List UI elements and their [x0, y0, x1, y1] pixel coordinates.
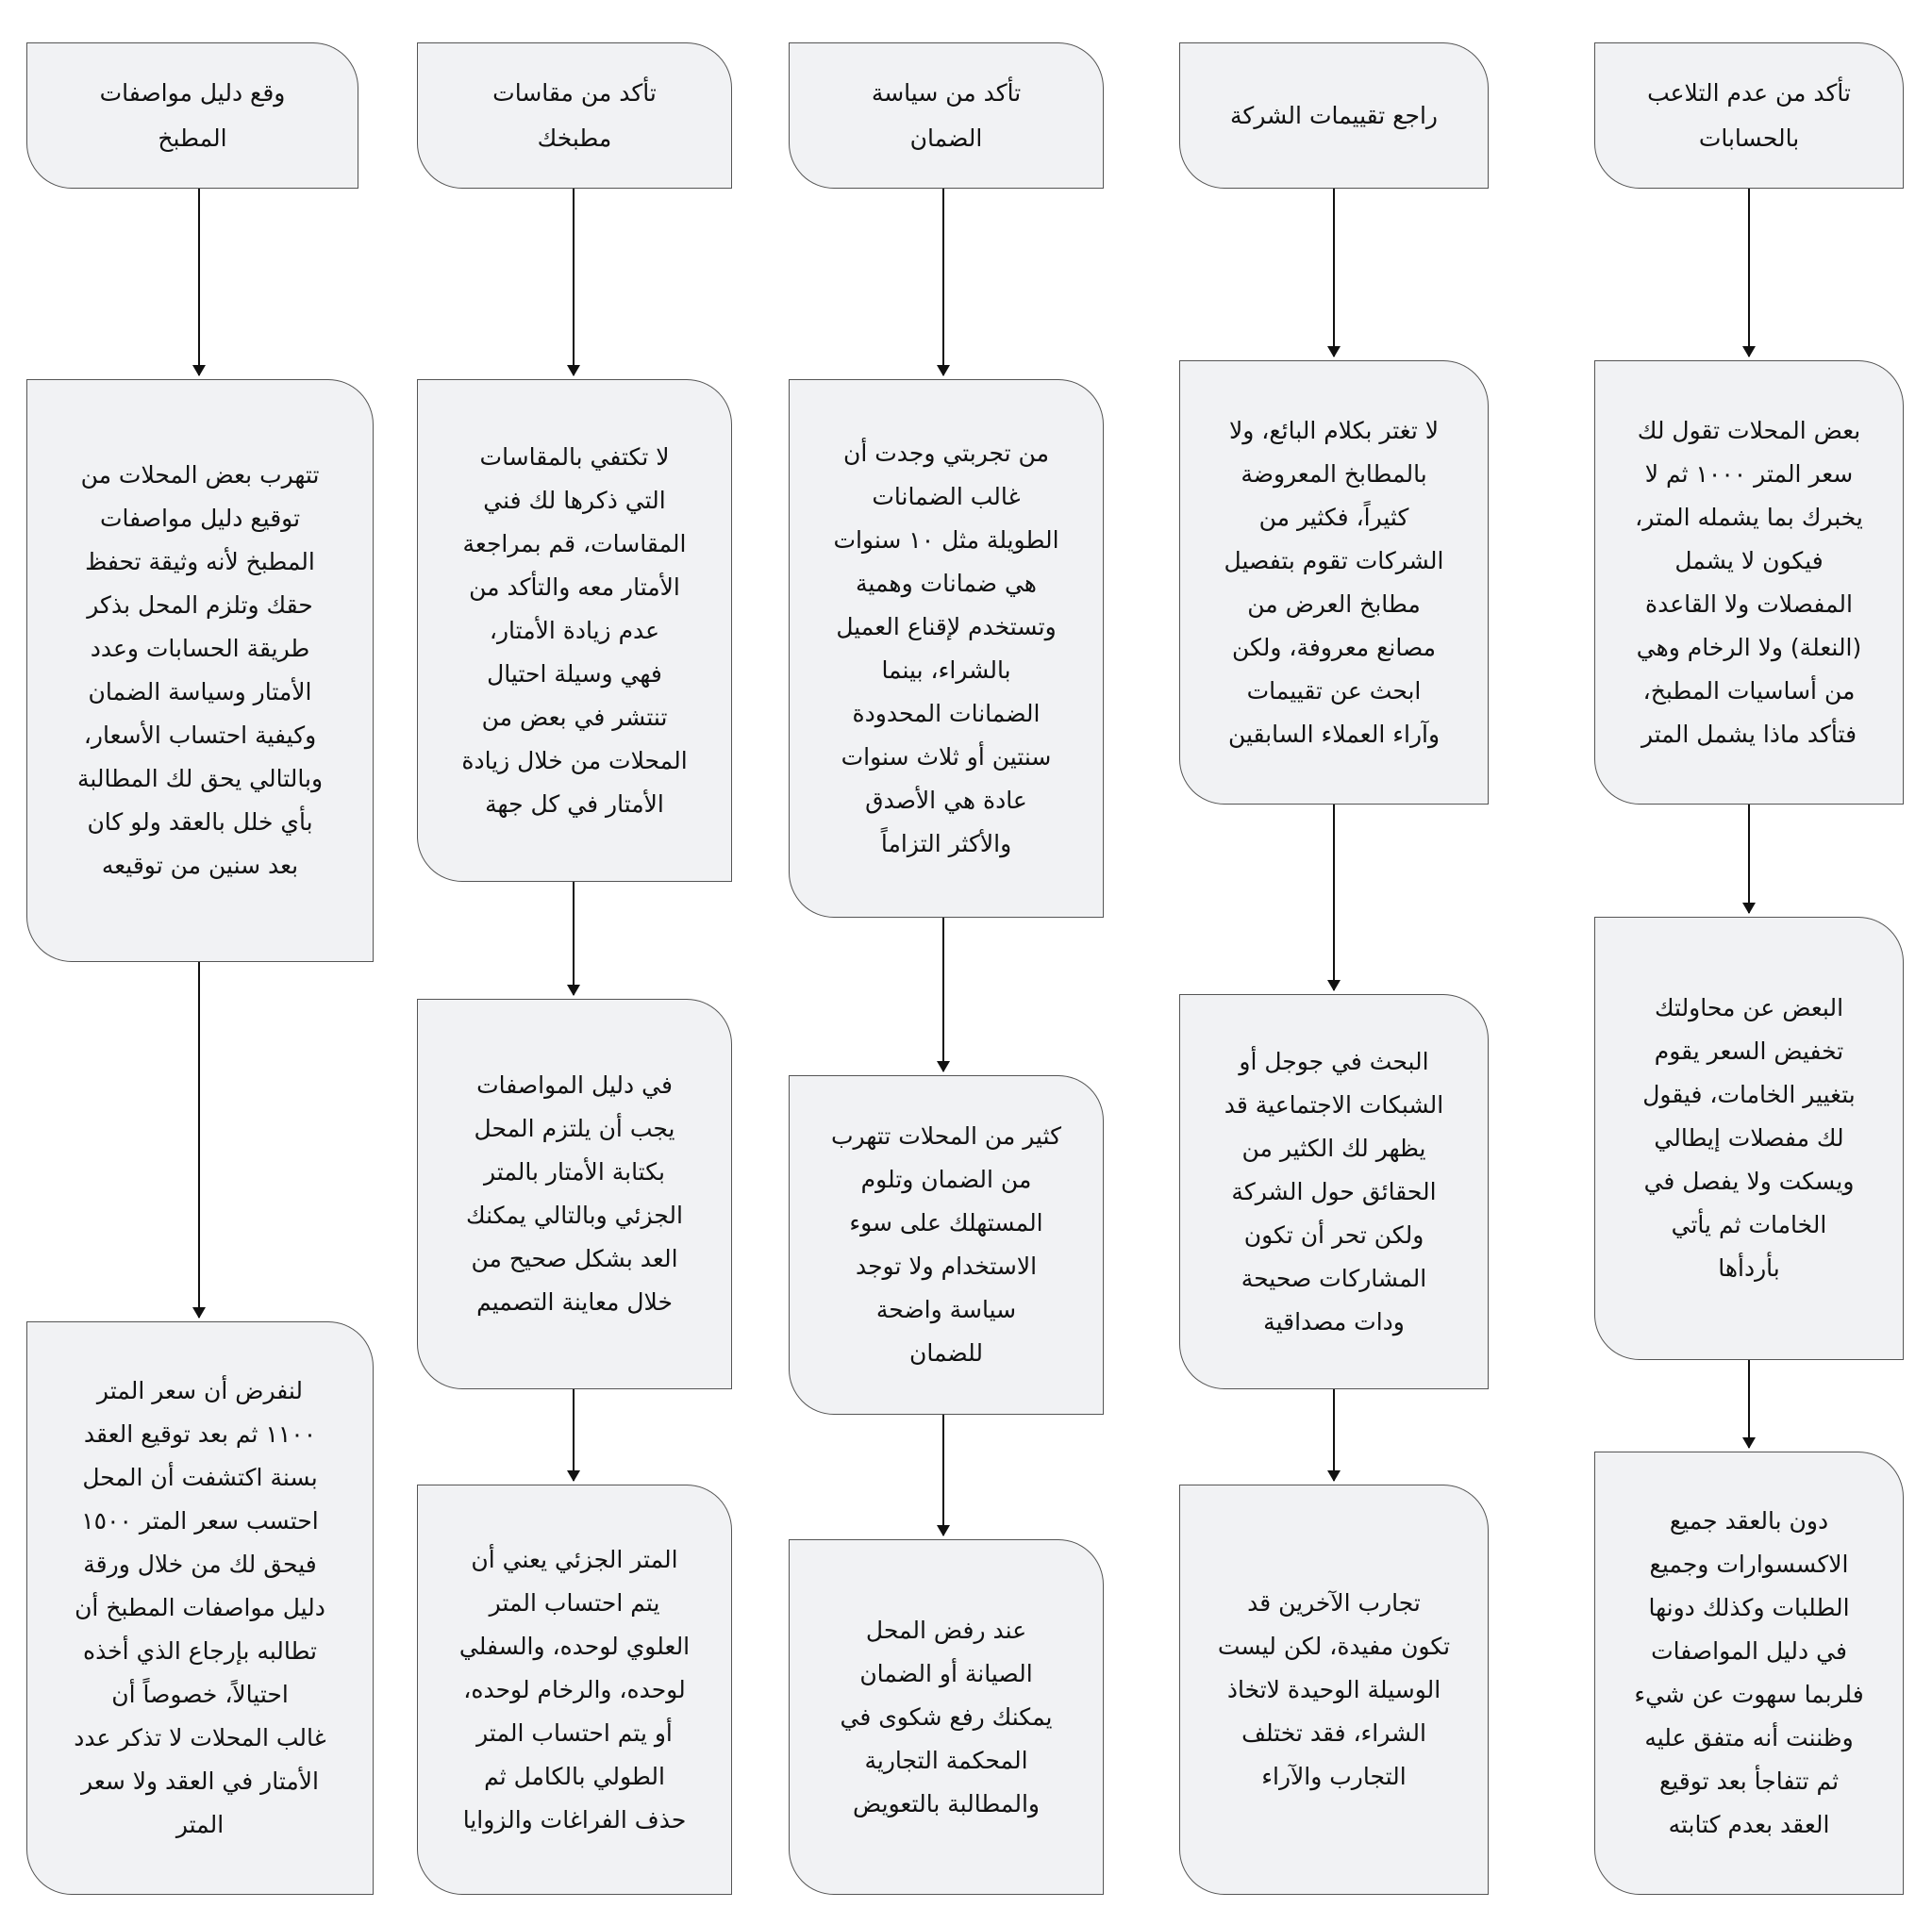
column4-step2-box	[417, 999, 732, 1389]
column2-step1-text: لا تغتر بكلام البائع، ولا بالمطابخ المعروضة كثيراً، فكثير من الشركات تقوم بتفصيل مطابخ العرض من مصانع معروفة، ولكن ابحث عن تقييمات وآراء العملاء السابقين	[1224, 416, 1444, 748]
column5-header-box	[26, 42, 358, 189]
column1-header-text: تأكد من عدم التلاعب بالحسابات	[1647, 78, 1851, 152]
column2-step2-text: البحث في جوجل أو الشبكات الاجتماعية قد يظهر لك الكثير من الحقائق حول الشركة ولكن تحر أن تكون المشاركات صحيحة ودات مصداقية	[1224, 1047, 1444, 1336]
column2-step2-box	[1179, 994, 1489, 1389]
column5-step1-box	[26, 379, 374, 962]
column2-header-box	[1179, 42, 1489, 189]
column5-header-text: وقع دليل مواصفات المطبخ	[99, 78, 286, 152]
column1-header-box	[1594, 42, 1904, 189]
column3-step1-text: من تجربتي وجدت أن غالب الضمانات الطويلة مثل ١٠ سنوات هي ضمانات وهمية وتستخدم لإقناع العميل بالشراء، بينما الضمانات المحدودة سنتين أو ثلاث سنوات عادة هي الأصدق والأكثر التزاماً	[833, 439, 1059, 857]
column3-step3-text: عند رفض المحل الصيانة أو الضمان يمكنك رفع شكوى في المحكمة التجارية والمطالبة بالتعويض	[840, 1616, 1053, 1817]
column4-header-box	[417, 42, 732, 189]
column3-step3-box	[789, 1539, 1104, 1895]
column2-header-text: راجع تقييمات الشركة	[1230, 101, 1438, 129]
column3-step2-box	[789, 1075, 1104, 1415]
column3-header-text: تأكد من سياسة الضمان	[871, 78, 1022, 152]
column3-step1-box	[789, 379, 1104, 918]
column1-step1-box	[1594, 360, 1904, 805]
column4-step3-text: المتر الجزئي يعني أن يتم احتساب المتر العلوي لوحده، والسفلي لوحده، والرخام لوحده، أو يتم احتساب المتر الطولي بالكامل ثم حذف الفراغات والزوايا	[458, 1545, 691, 1834]
column5-step2-box	[26, 1321, 374, 1895]
column4-header-text: تأكد من مقاسات مطبخك	[492, 78, 657, 152]
column4-step3-box	[417, 1485, 732, 1895]
column2-step1-box	[1179, 360, 1489, 805]
column3-header-box	[789, 42, 1104, 189]
column4-step2-text: في دليل المواصفات يجب أن يلتزم المحل بكتابة الأمتار بالمتر الجزئي وبالتالي يمكنك العد بشكل صحيح من خلال معاينة التصميم	[466, 1071, 683, 1316]
column2-step3-text: تجارب الآخرين قد تكون مفيدة، لكن ليست الوسيلة الوحيدة لاتخاذ الشراء، فقد تختلف التجارب والآراء	[1217, 1588, 1451, 1790]
column1-step2-text: البعض عن محاولتك تخفيض السعر يقوم بتغيير الخامات، فيقول لك مفصلات إيطالي ويسكت ولا يفصل في الخامات ثم يأتي بأردأها	[1642, 994, 1856, 1282]
column5-step1-text: تتهرب بعض المحلات من توقيع دليل مواصفات المطبخ لأنه وثيقة تحفظ حقك وتلزم المحل بذكر طريقة الحسابات وعدد الأمتار وسياسة الضمان وكيفية احتساب الأسعار، وبالتالي يحق لك المطالبة بأي خلل بالعقد ولو كان بعد سنين من توقيعه	[76, 461, 324, 879]
column2-step3-box	[1179, 1485, 1489, 1895]
column3-step2-text: كثير من المحلات تتهرب من الضمان وتلوم المستهلك على سوء الاستخدام ولا توجد سياسة واضحة للضمان	[831, 1122, 1062, 1367]
column4-step1-text: لا تكتفي بالمقاسات التي ذكرها لك فني المقاسات، قم بمراجعة الأمتار معه والتأكد من عدم زيادة الأمتار، فهي وسيلة احتيال تنتشر في بعض من المحلات من خلال زيادة الأمتار في كل جهة	[461, 442, 688, 818]
column5-step2-text: لنفرض أن سعر المتر ١١٠٠ ثم بعد توقيع العقد بسنة اكتشفت أن المحل احتسب سعر المتر ١٥٠٠ فيحق لك من خلال ورقة دليل مواصفات المطبخ أن تطالبه بإرجاع الذي أخذه احتيالاً، خصوصاً أن غالب المحلات لا تذكر عدد الأمتار في العقد ولا سعر المتر	[74, 1377, 326, 1838]
column1-step1-text: بعض المحلات تقول لك سعر المتر ١٠٠٠ ثم لا يخبرك بما يشمله المتر، فيكون لا يشمل المفصلات ولا القاعدة (النعلة) ولا الرخام وهي من أساسيات المطبخ، فتأكد ماذا يشمل المتر	[1635, 416, 1863, 748]
column4-step1-box	[417, 379, 732, 882]
column1-step3-text: دون بالعقد جميع الاكسسوارات وجميع الطلبات وكذلك دونها في دليل المواصفات فلربما سهوت عن شيء وظننت أنه متفق عليه ثم تتفاجأ بعد توقيع العقد بعدم كتابته	[1634, 1507, 1864, 1838]
column1-step3-box	[1594, 1452, 1904, 1895]
column1-step2-box	[1594, 917, 1904, 1360]
